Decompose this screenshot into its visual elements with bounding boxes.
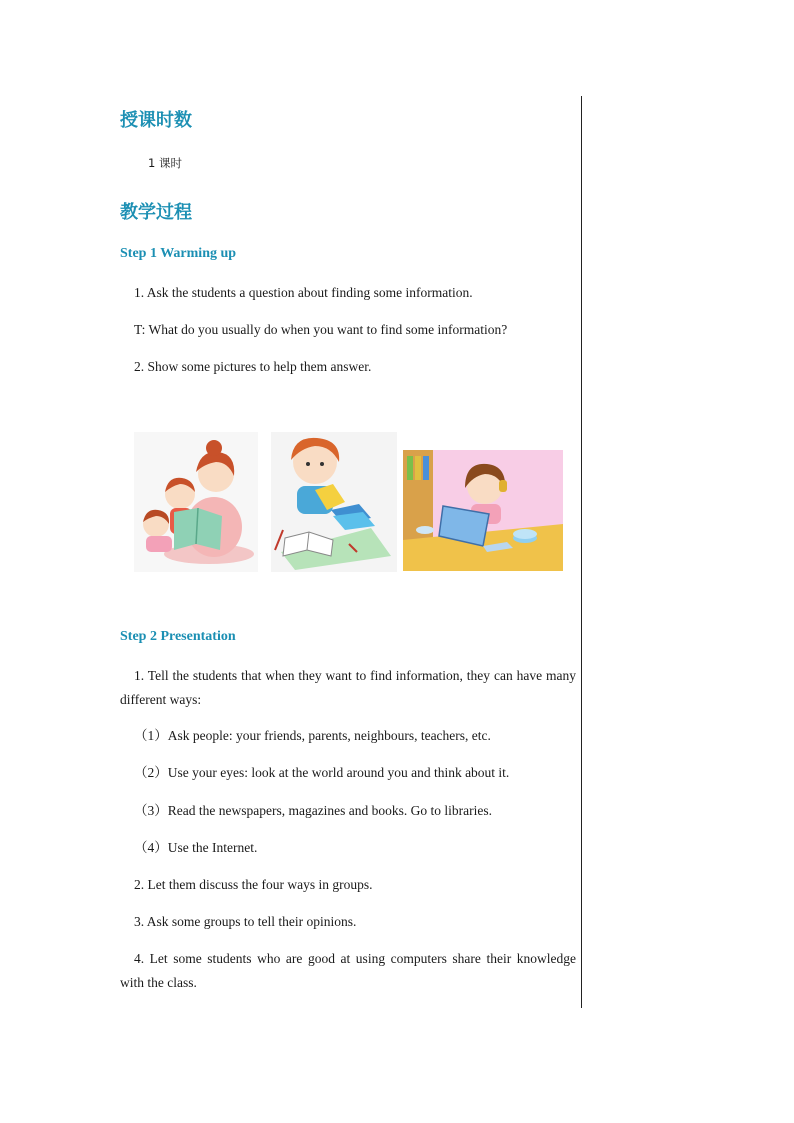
step2-way-4: （4）Use the Internet.	[134, 840, 258, 855]
girl-computer-illustration	[403, 450, 563, 571]
boy-reading-illustration	[271, 432, 397, 572]
step1-item-1: 1. Ask the students a question about finding some information.	[134, 285, 473, 300]
process-heading: 教学过程	[120, 202, 192, 223]
step2-intro: 1. Tell the students that when they want to find information, they can have many different ways:	[120, 668, 576, 707]
hours-heading: 授课时数	[120, 110, 192, 131]
step1-title: Step 1 Warming up	[120, 246, 237, 261]
mother-reading-illustration	[134, 432, 258, 572]
margin-rule	[581, 96, 582, 1008]
step2-title: Step 2 Presentation	[120, 629, 236, 644]
step2-item-2: 2. Let them discuss the four ways in groups.	[134, 877, 373, 892]
step2-way-3: （3）Read the newspapers, magazines and books. Go to libraries.	[134, 803, 493, 818]
step2-item-4: 4. Let some students who are good at using computers share their knowledge with the class.	[120, 951, 576, 990]
step2-way-1: （1）Ask people: your friends, parents, neighbours, teachers, etc.	[134, 728, 491, 743]
step2-way-2: （2）Use your eyes: look at the world around you and think about it.	[134, 765, 510, 780]
step1-item-3: 2. Show some pictures to help them answer.	[134, 359, 372, 374]
step1-item-2: T: What do you usually do when you want to find some information?	[134, 322, 508, 337]
step2-item-3: 3. Ask some groups to tell their opinions.	[134, 914, 357, 929]
hours-value: 1 课时	[148, 156, 182, 170]
